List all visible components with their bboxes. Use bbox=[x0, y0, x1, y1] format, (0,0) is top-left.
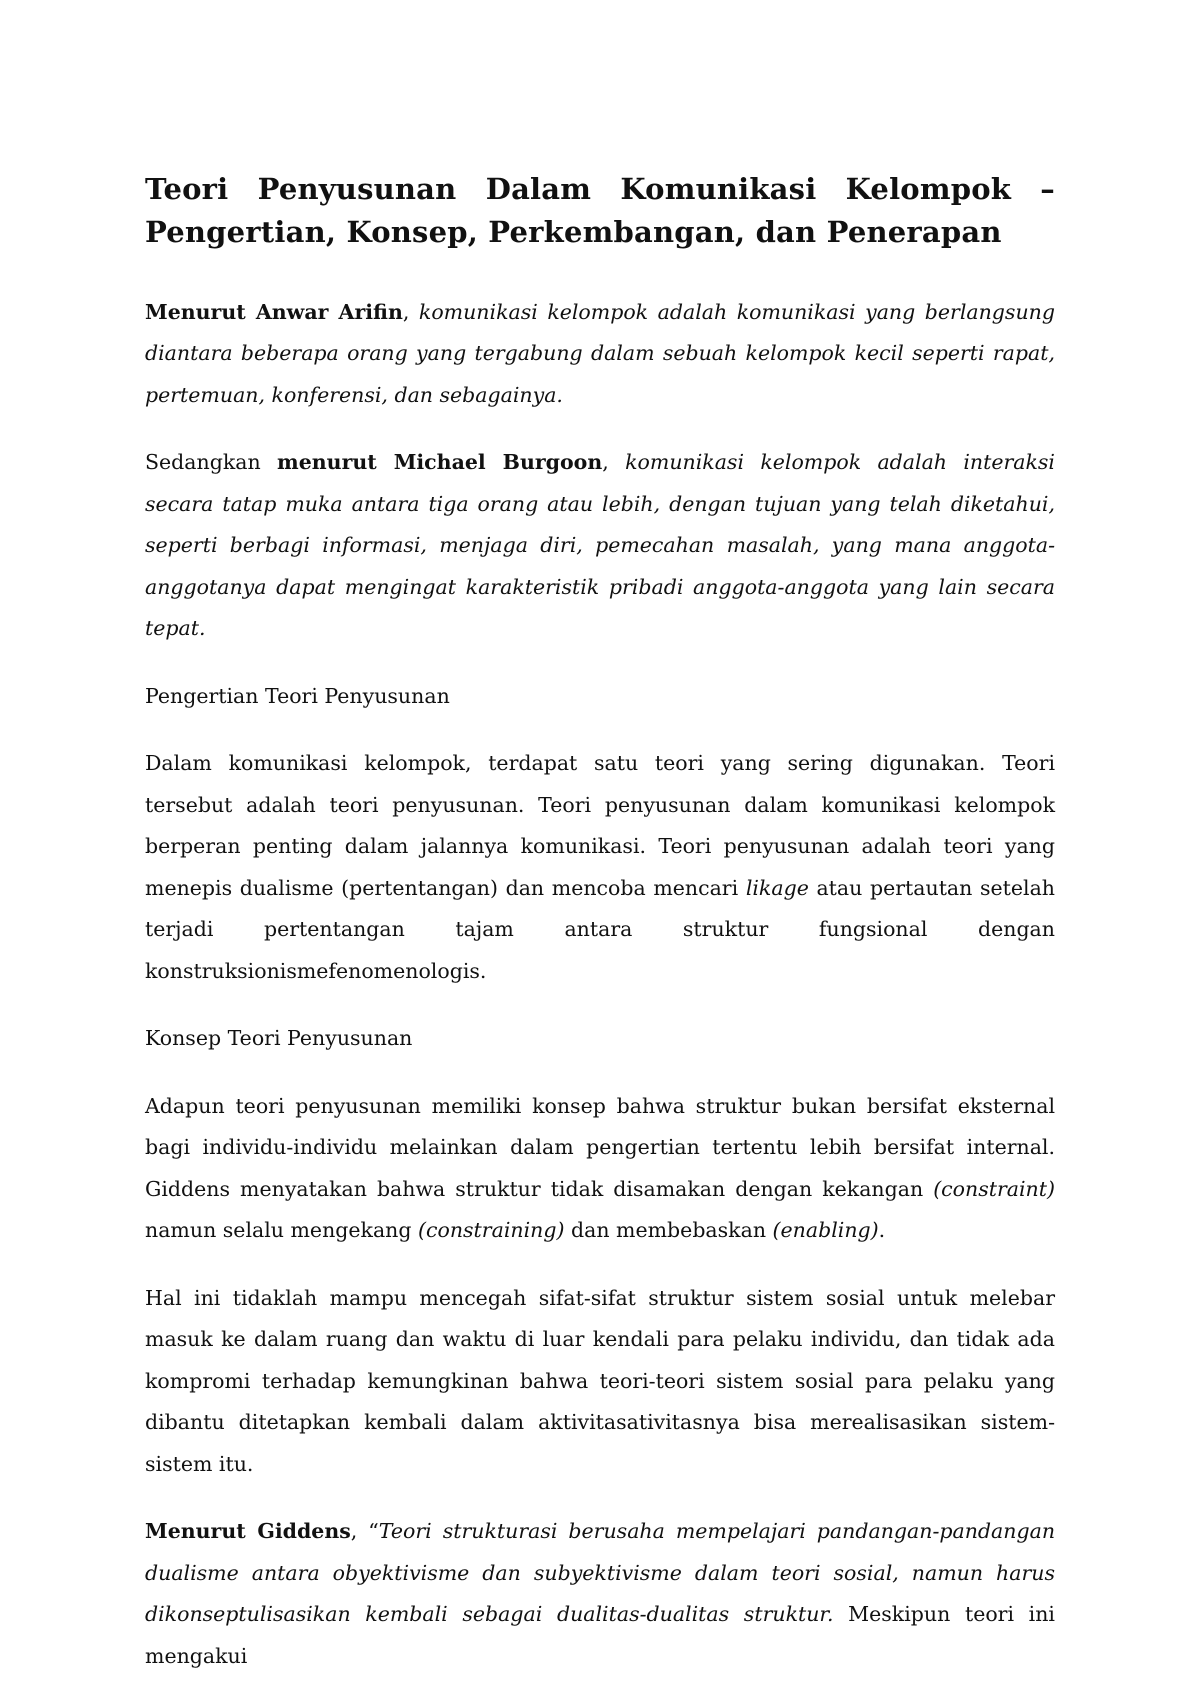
paragraph-anwar-arifin bbox=[145, 292, 1055, 417]
italic-term: (enabling) bbox=[772, 1218, 879, 1243]
separator: , “ bbox=[350, 1519, 379, 1544]
body-text: Dalam komunikasi kelompok, terdapat satu teori yang sering digunakan. Teori tersebut adalah teori penyusunan. Teori penyusunan dalam komunikasi kelompok berperan penting dalam jalannya komunikasi. Teori penyusunan adalah teori yang menepis dualisme (pertentangan) dan mencoba mencari bbox=[145, 751, 1055, 900]
paragraph-giddens bbox=[145, 1511, 1055, 1677]
definition-text: komunikasi kelompok adalah komunikasi yang berlangsung diantara beberapa orang yang tergabung dalam sebuah kelompok kecil seperti rapat, pertemuan, konferensi, dan sebagainya. bbox=[145, 299, 1055, 407]
lead-text: Sedangkan bbox=[145, 450, 278, 475]
italic-term: (constraining) bbox=[418, 1218, 565, 1243]
paragraph-michael-burgoon bbox=[145, 442, 1055, 650]
definition-text: komunikasi kelompok adalah interaksi secara tatap muka antara tiga orang atau lebih, dengan tujuan yang telah diketahui, seperti berbagi informasi, menjaga diri, pemecahan masalah, yang mana anggota-anggotanya dapat mengingat karakteristik pribadi anggota-anggota yang lain secara tepat. bbox=[145, 450, 1055, 641]
separator: , bbox=[602, 450, 626, 475]
italic-term: (constraint) bbox=[933, 1176, 1055, 1201]
paragraph-konsep bbox=[145, 1086, 1055, 1252]
paragraph-sistem-sosial: Hal ini tidaklah mampu mencegah sifat-sifat struktur sistem sosial untuk melebar masuk ke dalam ruang dan waktu di luar kendali para pelaku individu, dan tidak ada kompromi terhadap kemungkinan bahwa teori-teori sistem sosial para pelaku yang dibantu ditetapkan kembali dalam aktivitasativitasnya bisa merealisasikan sistem-sistem itu. bbox=[145, 1285, 1055, 1476]
author-name: Menurut Giddens bbox=[145, 1519, 351, 1544]
author-name: menurut Michael Burgoon bbox=[277, 450, 603, 475]
section-heading-pengertian: Pengertian Teori Penyusunan bbox=[145, 683, 450, 708]
separator: , bbox=[402, 299, 419, 324]
document-page bbox=[145, 168, 1055, 1703]
paragraph-pengertian bbox=[145, 743, 1055, 992]
section-heading-konsep: Konsep Teori Penyusunan bbox=[145, 1026, 413, 1051]
italic-term: likage bbox=[745, 875, 809, 900]
document-title: Teori Penyusunan Dalam Komunikasi Kelompok – Pengertian, Konsep, Perkembangan, dan Penerapan bbox=[145, 172, 1055, 249]
body-text: atau pertautan setelah terjadi pertentangan tajam antara struktur fungsional dengan konstruksionismefenomenologis. bbox=[145, 875, 1055, 983]
body-text: . bbox=[878, 1218, 886, 1243]
body-text: Adapun teori penyusunan memiliki konsep bahwa struktur bukan bersifat eksternal bagi individu-individu melainkan dalam pengertian tertentu lebih bersifat internal. Giddens menyatakan bahwa struktur tidak disamakan dengan kekangan bbox=[145, 1093, 1055, 1201]
quote-text: Teori strukturasi berusaha mempelajari pandangan-pandangan dualisme antara obyektivisme dan subyektivisme dalam teori sosial, namun harus dikonseptulisasikan kembali sebagai dualitas-dualitas struktur. bbox=[145, 1519, 1056, 1627]
body-text: namun selalu mengekang bbox=[145, 1218, 419, 1243]
author-name: Menurut Anwar Arifin bbox=[145, 299, 403, 324]
body-text: dan membebaskan bbox=[564, 1218, 773, 1243]
body-text: Meskipun teori ini mengakui bbox=[145, 1602, 1055, 1668]
